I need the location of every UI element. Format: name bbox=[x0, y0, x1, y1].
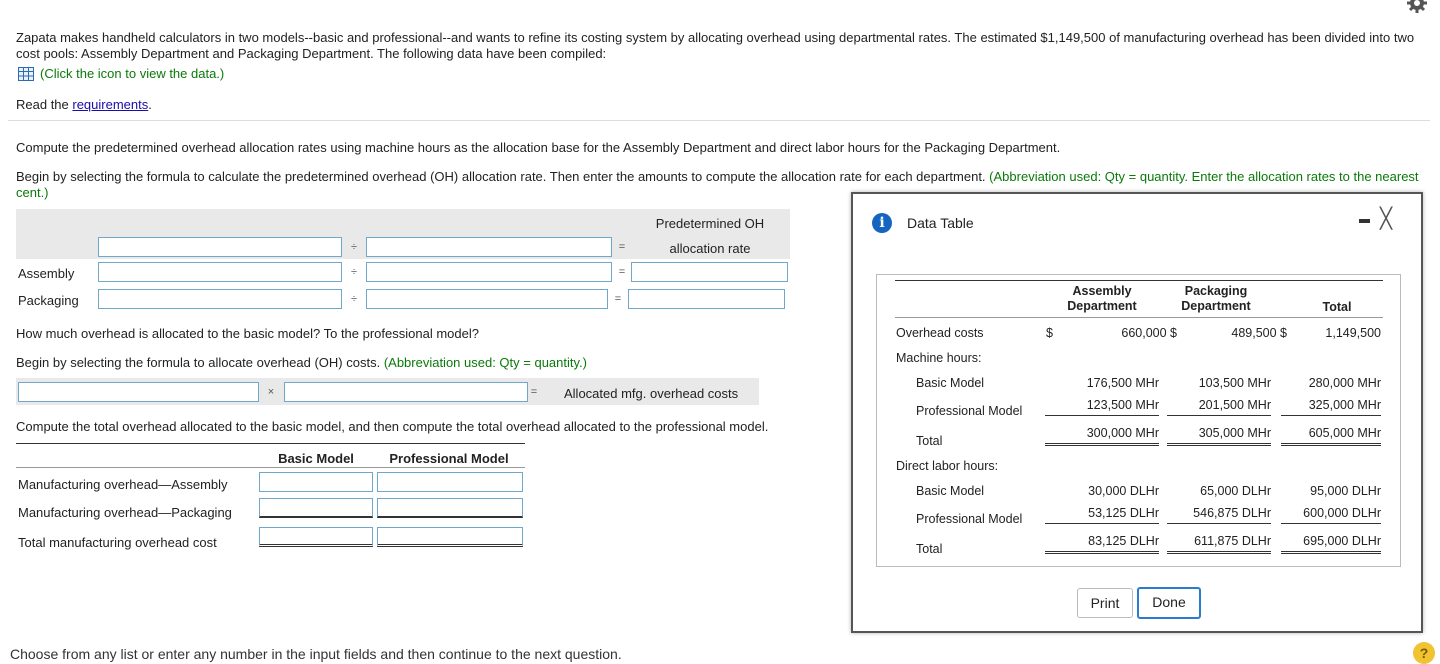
alloc-formula-first-select[interactable] bbox=[18, 382, 259, 402]
professional-packaging-input[interactable] bbox=[377, 498, 523, 518]
overhead-total: 1,149,500 bbox=[1325, 326, 1381, 340]
dl-sub-rule bbox=[1045, 523, 1159, 524]
requirements-link[interactable]: requirements bbox=[72, 97, 149, 112]
close-icon[interactable]: ╳ bbox=[1380, 208, 1393, 230]
col-header-basic: Basic Model bbox=[278, 451, 354, 466]
col-header-assembly bbox=[1052, 284, 1152, 314]
overhead-costs-label: Overhead costs bbox=[896, 326, 984, 340]
mh-basic-label: Basic Model bbox=[916, 376, 985, 390]
help-button[interactable]: ? bbox=[1413, 642, 1435, 664]
overhead-packaging: 489,500 $ bbox=[1231, 326, 1287, 340]
times-sign: × bbox=[267, 386, 275, 398]
instruction-allocation-text: Begin by selecting the formula to allocate overhead (OH) costs. bbox=[16, 355, 381, 370]
overhead-assembly: 660,000 $ bbox=[1121, 326, 1177, 340]
data-window-title: Data Table bbox=[907, 215, 974, 231]
dl-total-packaging: 611,875 DLHr bbox=[1194, 534, 1271, 548]
packaging-rate-input[interactable] bbox=[628, 289, 785, 309]
mh-basic-assembly: 176,500 MHr bbox=[1086, 376, 1159, 390]
dl-total-rule bbox=[1167, 551, 1271, 554]
mh-total-rule bbox=[1045, 443, 1159, 446]
col-header-packaging-l1: Packaging bbox=[1184, 284, 1248, 298]
totals-top-rule bbox=[16, 443, 525, 444]
mh-prof-assembly: 123,500 MHr bbox=[1086, 398, 1159, 412]
question-allocation: How much overhead is allocated to the basic model? To the professional model? bbox=[16, 326, 479, 341]
dl-prof-label: Professional Model bbox=[916, 512, 1023, 526]
col-header-assembly-l1: Assembly bbox=[1072, 284, 1132, 298]
basic-total-input[interactable] bbox=[259, 527, 373, 547]
divide-sign: ÷ bbox=[350, 266, 358, 278]
read-requirements bbox=[16, 97, 152, 112]
table-grid-icon[interactable] bbox=[18, 67, 34, 81]
instruction-rates: Compute the predetermined overhead allocation rates using machine hours as the allocation base for the Assembly Department and direct labor hours for the Packaging Department. bbox=[16, 140, 1061, 155]
dl-basic-packaging: 65,000 DLHr bbox=[1200, 484, 1271, 498]
mh-total-label: Total bbox=[916, 434, 943, 448]
mh-total-rule bbox=[1281, 443, 1381, 446]
print-button[interactable]: Print bbox=[1077, 588, 1133, 618]
assembly-rate-input[interactable] bbox=[631, 262, 788, 282]
mh-total-packaging: 305,000 MHr bbox=[1198, 426, 1271, 440]
totals-header-rule bbox=[16, 467, 525, 468]
assembly-overhead-input[interactable] bbox=[98, 262, 342, 282]
dl-basic-assembly: 30,000 DLHr bbox=[1088, 484, 1159, 498]
minimize-icon[interactable] bbox=[1359, 219, 1370, 223]
view-data-link[interactable] bbox=[18, 66, 224, 81]
dl-hours-label: Direct labor hours: bbox=[896, 459, 999, 473]
data-header-rule bbox=[895, 317, 1383, 318]
col-header-assembly-l2: Department bbox=[1067, 299, 1137, 313]
mh-total-total: 605,000 MHr bbox=[1308, 426, 1381, 440]
alloc-result-label: Allocated mfg. overhead costs bbox=[564, 386, 739, 401]
mh-prof-total: 325,000 MHr bbox=[1308, 398, 1381, 412]
mh-sub-rule bbox=[1167, 415, 1271, 416]
dl-basic-label: Basic Model bbox=[916, 484, 985, 498]
col-header-total: Total bbox=[1322, 300, 1352, 314]
dl-prof-assembly: 53,125 DLHr bbox=[1088, 506, 1159, 520]
alloc-formula-second-select[interactable] bbox=[284, 382, 528, 402]
dl-total-assembly: 83,125 DLHr bbox=[1088, 534, 1159, 548]
data-table bbox=[876, 274, 1401, 567]
divide-sign: ÷ bbox=[350, 293, 358, 305]
footer-instruction: Choose from any list or enter any number in the input fields and then continue to the next question. bbox=[10, 646, 622, 662]
equals-sign: = bbox=[618, 266, 626, 278]
problem-intro: Zapata makes handheld calculators in two models--basic and professional--and wants to refine its costing system by allocating overhead using departmental rates. The estimated $1,149,500 of manufacturing overhead has been divided into two cost pools: Assembly Department and Packaging Department. The following data have been compiled: bbox=[16, 30, 1415, 61]
professional-total-input[interactable] bbox=[377, 527, 523, 547]
col-header-professional: Professional Model bbox=[389, 451, 509, 466]
dl-total-total: 695,000 DLHr bbox=[1303, 534, 1381, 548]
row-label-assembly: Assembly bbox=[18, 266, 75, 281]
mh-sub-rule bbox=[1281, 415, 1381, 416]
equals-sign: = bbox=[618, 241, 626, 253]
row-label-total-overhead: Total manufacturing overhead cost bbox=[18, 535, 217, 550]
packaging-overhead-input[interactable] bbox=[98, 289, 342, 309]
instruction-formula-note: (Abbreviation used: Qty = quantity. Enter the allocation rates to the nearest cent.) bbox=[16, 169, 1419, 200]
dl-total-rule bbox=[1045, 551, 1159, 554]
instruction-totals: Compute the total overhead allocated to the basic model, and then compute the total overhead allocated to the professional model. bbox=[16, 419, 769, 434]
row-label-mfg-assembly: Manufacturing overhead—Assembly bbox=[18, 477, 228, 492]
col-header-packaging bbox=[1166, 284, 1266, 314]
row-label-packaging: Packaging bbox=[18, 293, 79, 308]
col-header-packaging-l2: Department bbox=[1181, 299, 1251, 313]
mh-prof-packaging: 201,500 MHr bbox=[1198, 398, 1271, 412]
read-prefix: Read the bbox=[16, 97, 73, 112]
dl-sub-rule bbox=[1281, 523, 1381, 524]
mh-sub-rule bbox=[1045, 415, 1159, 416]
dl-sub-rule bbox=[1167, 523, 1271, 524]
mh-total-rule bbox=[1167, 443, 1271, 446]
machine-hours-label: Machine hours: bbox=[896, 351, 982, 365]
mh-basic-packaging: 103,500 MHr bbox=[1198, 376, 1271, 390]
dl-prof-total: 600,000 DLHr bbox=[1303, 506, 1381, 520]
basic-packaging-input[interactable] bbox=[259, 498, 373, 518]
mh-prof-label: Professional Model bbox=[916, 404, 1023, 418]
instruction-allocation bbox=[16, 355, 587, 370]
dollar-sign: $ bbox=[1046, 326, 1053, 340]
row-label-mfg-packaging: Manufacturing overhead—Packaging bbox=[18, 505, 232, 520]
data-top-rule bbox=[895, 280, 1383, 281]
professional-assembly-input[interactable] bbox=[377, 472, 523, 492]
mh-total-assembly: 300,000 MHr bbox=[1086, 426, 1159, 440]
read-suffix: . bbox=[148, 97, 152, 112]
assembly-base-input[interactable] bbox=[366, 262, 612, 282]
rate-header-line1: Predetermined OH bbox=[655, 216, 765, 231]
dl-prof-packaging: 546,875 DLHr bbox=[1193, 506, 1271, 520]
dl-basic-total: 95,000 DLHr bbox=[1310, 484, 1381, 498]
mh-basic-total: 280,000 MHr bbox=[1308, 376, 1381, 390]
view-data-link-text[interactable]: (Click the icon to view the data.) bbox=[40, 66, 225, 81]
packaging-base-input[interactable] bbox=[366, 289, 608, 309]
rate-formula-numerator-select[interactable] bbox=[98, 237, 342, 257]
basic-assembly-input[interactable] bbox=[259, 472, 373, 492]
gear-icon[interactable] bbox=[1406, 0, 1428, 14]
rate-header-line2: allocation rate bbox=[669, 241, 751, 256]
instruction-formula-text: Begin by selecting the formula to calculate the predetermined overhead (OH) allocation rate. Then enter the amounts to compute the allocation rate for each department. bbox=[16, 169, 986, 184]
dl-total-rule bbox=[1281, 551, 1381, 554]
info-icon: i bbox=[872, 213, 892, 233]
data-table-window bbox=[851, 192, 1423, 633]
section-divider bbox=[8, 120, 1430, 121]
dl-total-label: Total bbox=[916, 542, 943, 556]
equals-sign: = bbox=[530, 386, 538, 398]
divide-sign: ÷ bbox=[350, 241, 358, 253]
instruction-allocation-note: (Abbreviation used: Qty = quantity.) bbox=[383, 355, 587, 370]
done-button[interactable]: Done bbox=[1137, 587, 1201, 619]
equals-sign: = bbox=[614, 293, 622, 305]
rate-formula-denominator-select[interactable] bbox=[366, 237, 612, 257]
